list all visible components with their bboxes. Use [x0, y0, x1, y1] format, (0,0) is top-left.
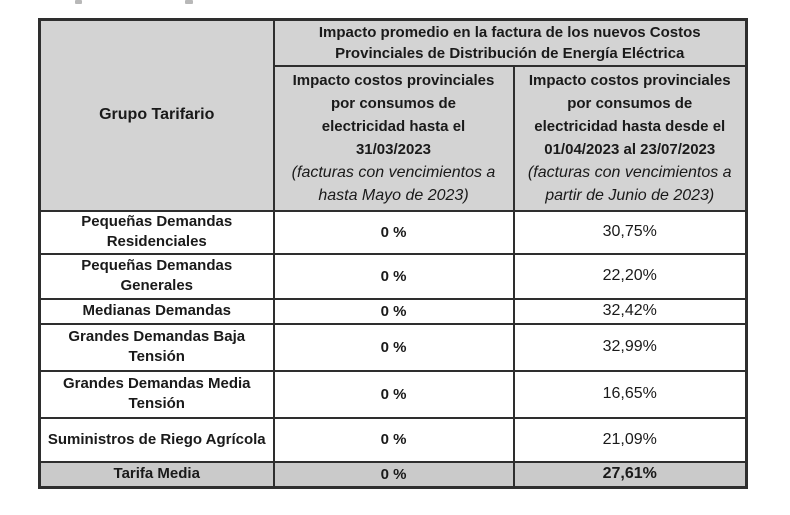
table-row	[40, 299, 747, 324]
subheader-text-line: 31/03/2023	[355, 141, 432, 158]
table-row-tarifa-media	[40, 462, 747, 488]
group-cell: Pequeñas Demandas Residenciales	[40, 211, 274, 254]
subheader-note-line: partir de Junio de 2023)	[545, 187, 715, 204]
subheader-april-july-cell	[514, 66, 747, 211]
subheader-until-march-cell	[274, 66, 514, 211]
impact-until-march-cell: 0 %	[274, 462, 514, 488]
table-row	[40, 418, 747, 462]
subheader-text-line: Impacto costos provinciales	[528, 72, 731, 89]
group-cell: Medianas Demandas	[40, 299, 274, 324]
table-row	[40, 211, 747, 254]
table-title-line: Impacto promedio en la factura de los nuevos Costos	[318, 23, 701, 41]
table-row	[40, 371, 747, 418]
group-cell: Grandes Demandas Baja Tensión	[40, 324, 274, 371]
impact-april-july-cell: 16,65%	[514, 371, 747, 418]
impact-until-march-cell: 0 %	[274, 211, 514, 254]
cropped-text-fragment	[75, 0, 82, 4]
cropped-text-fragment	[185, 0, 193, 4]
impact-until-march-cell: 0 %	[274, 254, 514, 299]
subheader-text-line: por consumos de	[330, 95, 457, 112]
table-row	[40, 324, 747, 371]
impact-april-july-cell: 22,20%	[514, 254, 747, 299]
group-cell: Tarifa Media	[40, 462, 274, 488]
table-row	[40, 254, 747, 299]
subheader-note-line: (facturas con vencimientos a	[527, 164, 732, 181]
tariff-impact-table	[38, 18, 748, 489]
impact-until-march-cell: 0 %	[274, 299, 514, 324]
subheader-note-line: (facturas con vencimientos a	[291, 164, 496, 181]
group-cell: Grandes Demandas Media Tensión	[40, 371, 274, 418]
group-cell: Suministros de Riego Agrícola	[40, 418, 274, 462]
subheader-note-line: hasta Mayo de 2023)	[318, 187, 469, 204]
impact-april-july-cell: 27,61%	[514, 462, 747, 488]
subheader-text-line: 01/04/2023 al 23/07/2023	[544, 141, 716, 158]
impact-until-march-cell: 0 %	[274, 371, 514, 418]
impact-until-march-cell: 0 %	[274, 324, 514, 371]
table-header-row	[40, 20, 747, 66]
group-header-cell: Grupo Tarifario	[40, 20, 274, 211]
subheader-text-line: por consumos de	[567, 95, 693, 112]
subheader-text-line: electricidad hasta desde el	[534, 118, 726, 135]
impact-april-july-cell: 21,09%	[514, 418, 747, 462]
subheader-text-line: Impacto costos provinciales	[292, 72, 495, 89]
table-title-line: Provinciales de Distribución de Energía Eléctrica	[335, 44, 685, 62]
impact-april-july-cell: 30,75%	[514, 211, 747, 254]
subheader-text-line: electricidad hasta el	[321, 118, 466, 135]
table-title-cell	[274, 20, 747, 66]
impact-until-march-cell: 0 %	[274, 418, 514, 462]
impact-april-july-cell: 32,99%	[514, 324, 747, 371]
impact-april-july-cell: 32,42%	[514, 299, 747, 324]
group-cell: Pequeñas Demandas Generales	[40, 254, 274, 299]
